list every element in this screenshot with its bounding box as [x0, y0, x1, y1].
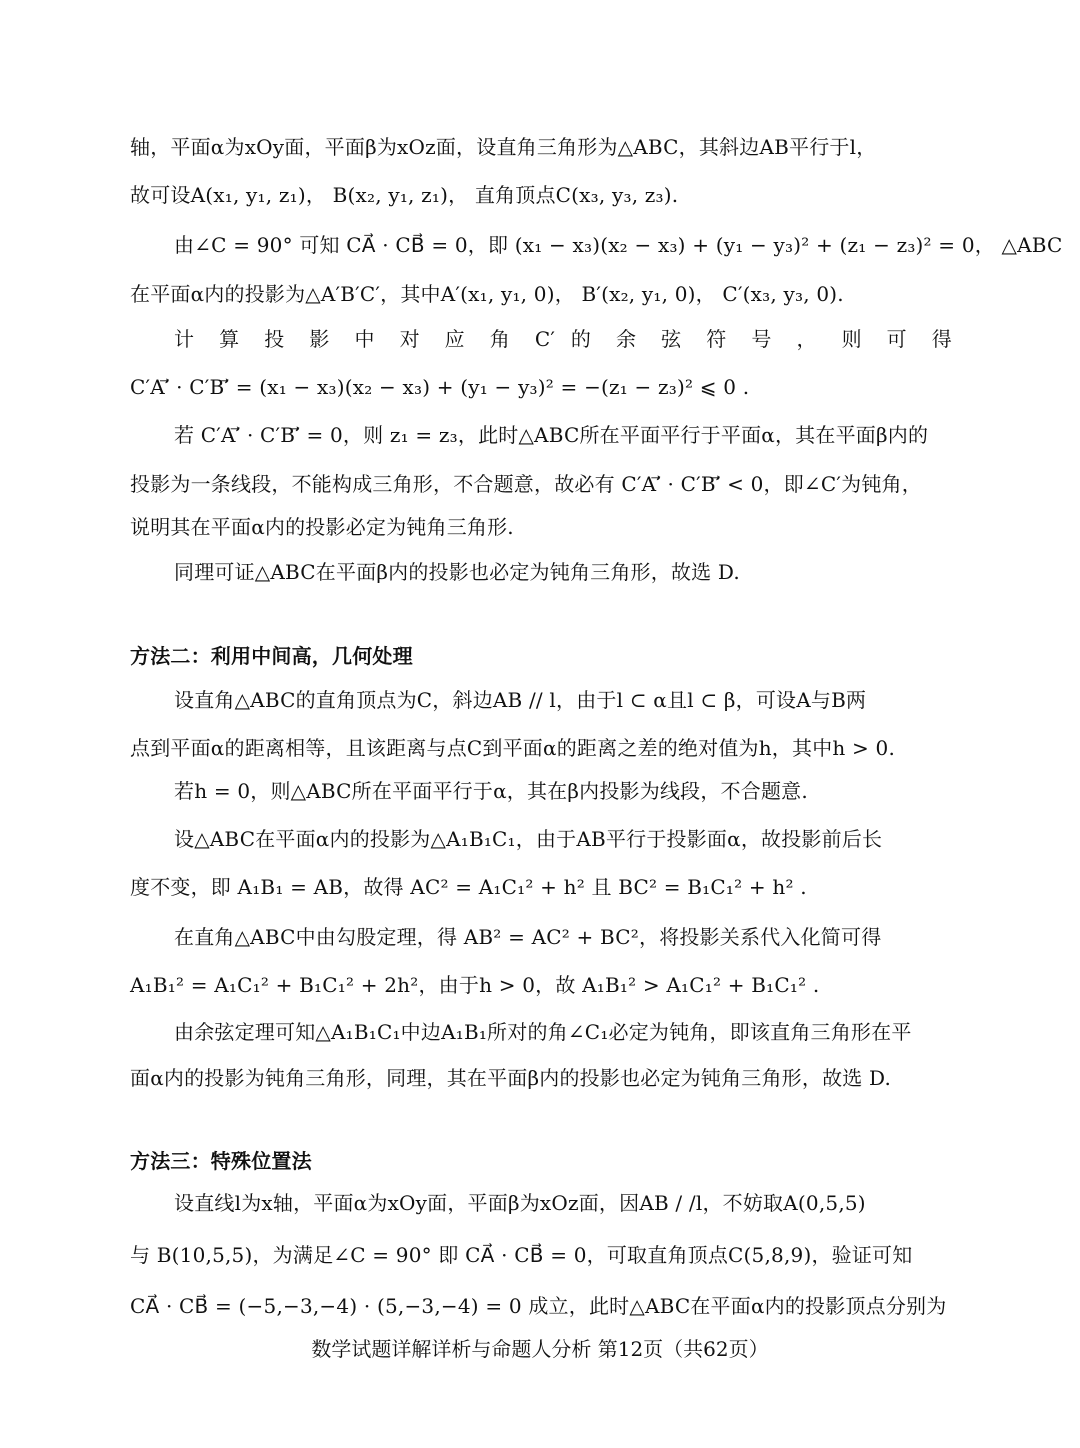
text-line: 同理可证△ABC在平面β内的投影也必定为钝角三角形，故选 D.: [174, 560, 740, 584]
text-line: CA⃗ · CB⃗ = (−5,−3,−4) · (5,−3,−4) = 0 成立，此时△ABC在平面α内的投影顶点分别为: [130, 1294, 947, 1318]
text-line: C′A′⃗ · C′B′⃗ = (x₁ − x₃)(x₂ − x₃) + (y₁ − y₃)² = −(z₁ − z₃)² ⩽ 0 .: [130, 375, 750, 399]
text-line: 由余弦定理可知△A₁B₁C₁中边A₁B₁所对的角∠C₁必定为钝角，即该直角三角形在平: [174, 1020, 912, 1044]
text-line: 投影为一条线段，不能构成三角形，不合题意，故必有 C′A′⃗ · C′B′⃗ < 0，即∠C′为钝角，: [130, 472, 922, 496]
text-line: 在平面α内的投影为△A′B′C′，其中A′(x₁, y₁, 0)， B′(x₂, y₁, 0)， C′(x₃, y₃, 0).: [130, 282, 844, 306]
text-line: 说明其在平面α内的投影必定为钝角三角形.: [130, 515, 514, 539]
text-line: 轴，平面α为xOy面，平面β为xOz面，设直角三角形为△ABC，其斜边AB平行于l，: [130, 135, 877, 159]
text-line: 点到平面α的距离相等，且该距离与点C到平面α的距离之差的绝对值为h，其中h > 0.: [130, 736, 896, 760]
text-line: 度不变，即 A₁B₁ = AB，故得 AC² = A₁C₁² + h² 且 BC² = B₁C₁² + h² .: [130, 875, 807, 899]
text-line: 若 C′A′⃗ · C′B′⃗ = 0，则 z₁ = z₃，此时△ABC所在平面平行于平面α，其在平面β内的: [174, 423, 929, 447]
text-line: 设直角△ABC的直角顶点为C，斜边AB // l，由于l ⊂ α且l ⊂ β，可设A与B两: [174, 688, 867, 712]
text-line: 与 B(10,5,5)，为满足∠C = 90° 即 CA⃗ · CB⃗ = 0，可取直角顶点C(5,8,9)，验证可知: [130, 1243, 913, 1267]
text-line: 在直角△ABC中由勾股定理，得 AB² = AC² + BC²，将投影关系代入化简可得: [174, 925, 882, 949]
text-line: 设直线l为x轴，平面α为xOy面，平面β为xOz面，因AB / /l，不妨取A(0,5,5): [174, 1191, 866, 1215]
text-line: 计 算 投 影 中 对 应 角 C′ 的 余 弦 符 号 ， 则 可 得: [174, 327, 952, 351]
section-heading: 方法三：特殊位置法: [130, 1149, 312, 1173]
text-line: 由∠C = 90° 可知 CA⃗ · CB⃗ = 0，即 (x₁ − x₃)(x₂ − x₃) + (y₁ − y₃)² + (z₁ − z₃)² = 0， △ABC: [174, 233, 1063, 257]
text-line: 面α内的投影为钝角三角形，同理，其在平面β内的投影也必定为钝角三角形，故选 D.: [130, 1066, 892, 1090]
text-line: 故可设A(x₁, y₁, z₁)， B(x₂, y₁, z₁)， 直角顶点C(x₃, y₃, z₃).: [130, 183, 679, 207]
text-line: 设△ABC在平面α内的投影为△A₁B₁C₁，由于AB平行于投影面α，故投影前后长: [174, 827, 883, 851]
text-line: A₁B₁² = A₁C₁² + B₁C₁² + 2h²，由于h > 0，故 A₁B₁² > A₁C₁² + B₁C₁² .: [130, 973, 820, 997]
text-line: 若h = 0，则△ABC所在平面平行于α，其在β内投影为线段，不合题意.: [174, 779, 808, 803]
section-heading: 方法二：利用中间高，几何处理: [130, 644, 413, 668]
page-footer: 数学试题详解详析与命题人分析 第12页（共62页）: [311, 1337, 769, 1361]
